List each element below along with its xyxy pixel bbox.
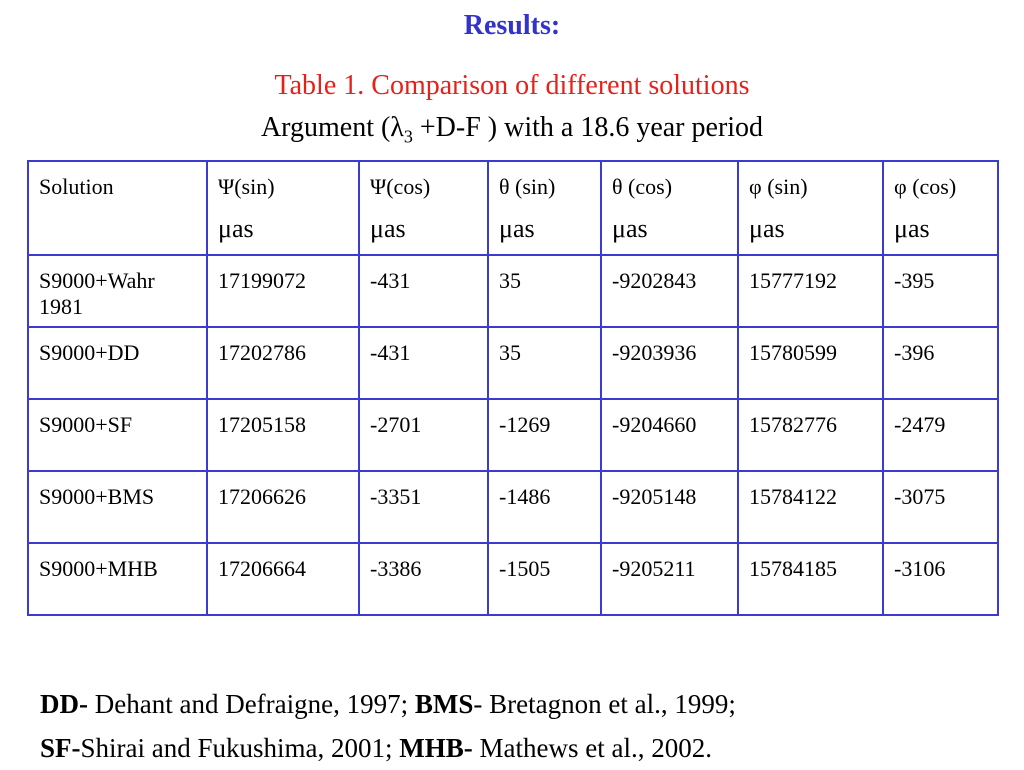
solution-name-cell: S9000+BMS xyxy=(28,471,207,543)
header-label: φ (sin) xyxy=(749,174,808,199)
solution-name-cell: S9000+Wahr 1981 xyxy=(28,255,207,327)
value-cell: -9205148 xyxy=(601,471,738,543)
value-cell: 35 xyxy=(488,255,601,327)
table-row xyxy=(28,327,998,399)
value-cell: 15784185 xyxy=(738,543,883,615)
value-cell: -396 xyxy=(883,327,998,399)
value-cell: 17202786 xyxy=(207,327,359,399)
value-cell: -1505 xyxy=(488,543,601,615)
subcaption-prefix: Argument (λ xyxy=(260,112,404,143)
value-cell: 15782776 xyxy=(738,399,883,471)
footnote-abbr-bms: BMS xyxy=(414,689,474,719)
footnote xyxy=(40,682,1000,770)
value-cell: 15777192 xyxy=(738,255,883,327)
header-label: Solution xyxy=(39,174,114,199)
header-cell-theta-sin xyxy=(488,161,601,255)
value-cell: -2701 xyxy=(359,399,488,471)
value-cell: -9203936 xyxy=(601,327,738,399)
solution-name-cell: S9000+MHB xyxy=(28,543,207,615)
value-cell: -1486 xyxy=(488,471,601,543)
value-cell: -3351 xyxy=(359,471,488,543)
solution-name-cell: S9000+SF xyxy=(28,399,207,471)
value-cell: -395 xyxy=(883,255,998,327)
value-cell: -431 xyxy=(359,255,488,327)
header-cell-psi-cos xyxy=(359,161,488,255)
solution-name-cell: S9000+DD xyxy=(28,327,207,399)
value-cell: -9204660 xyxy=(601,399,738,471)
header-unit: μas xyxy=(612,214,648,243)
results-table xyxy=(27,160,999,616)
footnote-text-sf: Shirai and Fukushima, 2001; xyxy=(80,733,400,763)
value-cell: -1269 xyxy=(488,399,601,471)
value-cell: -9202843 xyxy=(601,255,738,327)
footnote-line-1 xyxy=(40,682,1000,726)
value-cell: -3075 xyxy=(883,471,998,543)
footnote-line-2 xyxy=(40,726,1000,770)
subcaption-suffix: +D-F ) with a 18.6 year period xyxy=(412,112,764,143)
header-label: θ (cos) xyxy=(612,174,673,199)
value-cell: -431 xyxy=(359,327,488,399)
header-cell-phi-sin xyxy=(738,161,883,255)
footnote-text-bms: - Bretagnon et al., 1999; xyxy=(473,689,736,719)
page-heading: Results: xyxy=(463,10,561,41)
header-unit: μas xyxy=(894,214,930,243)
header-label: φ (cos) xyxy=(894,174,957,199)
table-row xyxy=(28,399,998,471)
header-cell-theta-cos xyxy=(601,161,738,255)
value-cell: 17206664 xyxy=(207,543,359,615)
value-cell: 17199072 xyxy=(207,255,359,327)
header-unit: μas xyxy=(499,214,535,243)
footnote-abbr-mhb: MHB- xyxy=(399,733,473,763)
header-label: Ψ(cos) xyxy=(370,174,431,199)
header-cell-phi-cos xyxy=(883,161,998,255)
value-cell: 17205158 xyxy=(207,399,359,471)
table-subcaption xyxy=(0,112,1024,148)
header-unit: μas xyxy=(218,214,254,243)
header-unit: μas xyxy=(749,214,785,243)
footnote-abbr-dd: DD- xyxy=(40,689,88,719)
value-cell: -3386 xyxy=(359,543,488,615)
footnote-text-dd: Dehant and Defraigne, 1997; xyxy=(88,689,415,719)
value-cell: 15784122 xyxy=(738,471,883,543)
header-cell-solution xyxy=(28,161,207,255)
value-cell: -3106 xyxy=(883,543,998,615)
value-cell: -2479 xyxy=(883,399,998,471)
footnote-abbr-sf: SF- xyxy=(40,733,81,763)
subcaption-subscript: 3 xyxy=(403,126,413,147)
table-caption: Table 1. Comparison of different solutions xyxy=(274,70,750,101)
value-cell: 35 xyxy=(488,327,601,399)
table-row xyxy=(28,255,998,327)
value-cell: 17206626 xyxy=(207,471,359,543)
value-cell: 15780599 xyxy=(738,327,883,399)
table-row xyxy=(28,471,998,543)
table-row xyxy=(28,543,998,615)
footnote-text-mhb: Mathews et al., 2002. xyxy=(472,733,712,763)
value-cell: -9205211 xyxy=(601,543,738,615)
header-label: θ (sin) xyxy=(499,174,556,199)
header-cell-psi-sin xyxy=(207,161,359,255)
header-unit: μas xyxy=(370,214,406,243)
header-label: Ψ(sin) xyxy=(218,174,275,199)
table-header-row xyxy=(28,161,998,255)
